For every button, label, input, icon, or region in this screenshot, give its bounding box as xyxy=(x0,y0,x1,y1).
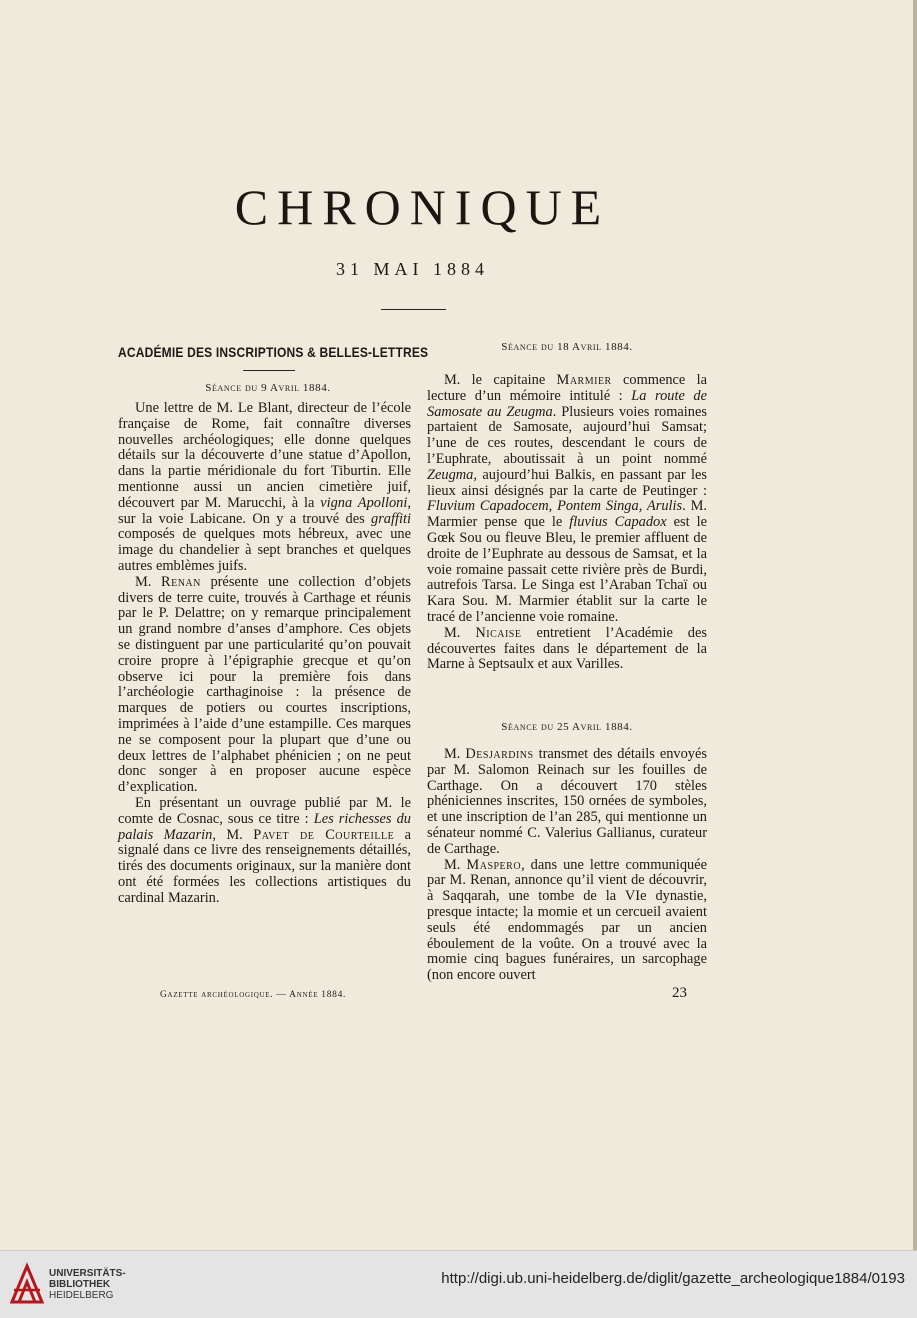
paragraph: M. le capitaine Marmier commence la lecture d’un mémoire intitulé : La route de Samosate au Zeugma. Plusieurs voies romaines partaient de Samosate, aujourd’hui Samsat; l’une de ces routes, descendant le cours de l’Euphrate, aboutissait à un point nommé Zeugma, aujourd’hui Balkis, en passant par les lieux ainsi désignés par la carte de Peutinger : Fluvium Capadocem, Pontem Singa, Arulis. M. Marmier pense que le fluvius Capadox est le Gœk Sou ou fleuve Bleu, le premier affluent de droite de l’Euphrate au dessous de Samsat, et la voie romaine passait cette rivière près de Burdi, autrefois Tarsa. Le Singa est l’Araban Tchaï ou Kara Sou. M. Marmier établit sur la carte le tracé de l’ancienne voie romaine. xyxy=(427,372,707,625)
paragraph: En présentant un ouvrage publié par M. le comte de Cosnac, sous ce titre : Les richesses du palais Mazarin, M. Pavet de Courteille a signalé dans ce livre des renseignements détaillés, tirés des documents originaux, sur la manière dont ont été formées les collections artistiques du cardinal Mazarin. xyxy=(118,794,411,906)
library-logo-text: UNIVERSITÄTS- BIBLIOTHEK HEIDELBERG xyxy=(49,1268,126,1301)
page-title: CHRONIQUE xyxy=(234,179,611,235)
issue-date: 31 MAI 1884 xyxy=(336,259,489,279)
journal-footer: Gazette archéologique. — Année 1884. xyxy=(160,990,347,1000)
paragraph: M. Maspero, dans une lettre communiquée par M. Renan, annonce qu’il vient de découvrir, à Saqqarah, une tombe de la VIe dynastie, presque intacte; la momie et un cercueil avaient seuls été endommagés par un ancien éboulement de la voûte. On a trouvé avec la momie cinq bagues funéraires, un sarcophage (non encore ouvert xyxy=(427,856,707,984)
section-title: ACADÉMIE DES INSCRIPTIONS & BELLES-LETTRES xyxy=(118,344,429,360)
right-column-bottom xyxy=(427,747,707,984)
title-divider xyxy=(381,309,446,310)
session-heading-right-1: Séance du 18 Avril 1884. xyxy=(501,341,633,353)
source-url-link[interactable]: http://digi.ub.uni-heidelberg.de/diglit/gazette_archeologique1884/0193 xyxy=(441,1270,905,1287)
university-logo-icon xyxy=(10,1262,44,1311)
session-heading-left: Séance du 9 Avril 1884. xyxy=(205,382,331,394)
library-footer-bar xyxy=(0,1250,917,1318)
session-heading-right-2: Séance du 25 Avril 1884. xyxy=(501,721,633,733)
page-edge xyxy=(913,0,917,1250)
paragraph: Une lettre de M. Le Blant, directeur de l’école française de Rome, fait connaître diverses nouvelles archéologiques; elle donne quelques détails sur la découverte d’une statue d’Apollon, dans la partie méridionale du fort Tiburtin. Elle mentionne aussi un ancien cimetière juif, découvert par M. Marucchi, à la vigna Apolloni, sur la voie Labicane. On y a trouvé des graffiti composés de quelques mots hébreux, avec une image du chandelier à sept branches et quelques autres emblèmes juifs. xyxy=(118,400,411,574)
paragraph: M. Renan présente une collection d’objets divers de terre cuite, trouvés à Carthage et réunis par le P. Delattre; on y remarque principalement un grand nombre d’anses d’amphore. Ces objets se distinguent par une particularité qu’on pouvait croire propre à l’épigraphie grecque et qu’on observe ici pour la première fois dans l’archéologie carthaginoise : la présence de marques de potiers ou courtes inscriptions, imprimées à l’aide d’une estampille. Ces marques ne se composent pour la plupart que d’une ou deux lettres de l’alphabet phénicien ; on ne peut donc songer à en proposer aucune espèce d’explication. xyxy=(118,573,411,796)
paragraph: M. Nicaise entretient l’Académie des découvertes faites dans le département de la Marne à Septsaulx et aux Varilles. xyxy=(427,624,707,673)
left-column xyxy=(118,401,411,907)
paragraph: M. Desjardins transmet des détails envoyés par M. Salomon Reinach sur les fouilles de Carthage. On a découvert 170 stèles phéniciennes inscrites, 150 ornées de symboles, et une inscription de l’an 285, qui mentionne un sénateur nommé C. Valerius Gallianus, curateur de Carthage. xyxy=(427,746,707,857)
section-divider xyxy=(243,370,295,371)
right-column-top xyxy=(427,373,707,673)
page-number: 23 xyxy=(672,985,687,1001)
